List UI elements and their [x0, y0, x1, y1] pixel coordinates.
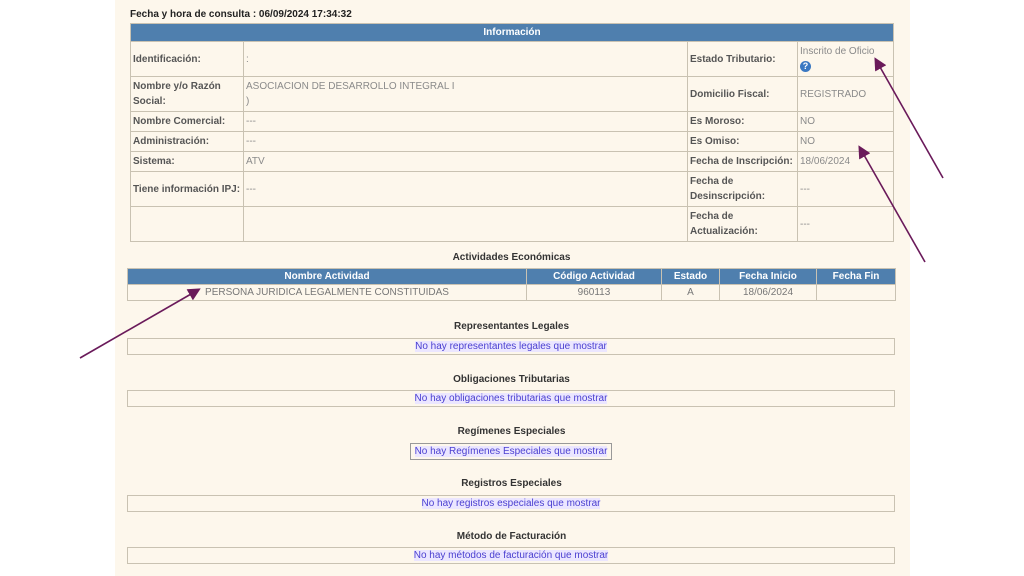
cell-codigo-actividad: 960113	[527, 285, 662, 301]
section-title-actividades: Actividades Económicas	[452, 252, 571, 263]
value-nombre-comercial: ---	[244, 112, 688, 132]
info-header: Información	[131, 24, 894, 42]
label-razon-social: Nombre y/o Razón Social:	[131, 77, 244, 112]
regimenes-empty-text: No hay Regímenes Especiales que mostrar	[414, 446, 608, 457]
value-administracion: ---	[244, 132, 688, 152]
section-title-facturacion: Método de Facturación	[456, 531, 567, 542]
section-title-representantes: Representantes Legales	[453, 321, 570, 332]
value-fecha-desinscripcion: ---	[798, 172, 894, 207]
label-es-moroso: Es Moroso:	[688, 112, 798, 132]
col-codigo-actividad: Código Actividad	[527, 269, 662, 285]
col-nombre-actividad: Nombre Actividad	[128, 269, 527, 285]
cell-nombre-actividad: PERSONA JURIDICA LEGALMENTE CONSTITUIDAS	[128, 285, 527, 301]
value-fecha-inscripcion: 18/06/2024	[798, 152, 894, 172]
section-title-registros: Registros Especiales	[461, 478, 562, 489]
value-es-moroso: NO	[798, 112, 894, 132]
arrow-fecha-inscripcion	[860, 148, 925, 262]
section-title-obligaciones: Obligaciones Tributarias	[453, 374, 570, 385]
cell-estado: A	[662, 285, 720, 301]
label-administracion: Administración:	[131, 132, 244, 152]
question-icon[interactable]: ?	[800, 61, 811, 72]
arrow-actividad	[80, 290, 198, 358]
representantes-empty-text: No hay representantes legales que mostrar	[415, 341, 607, 352]
obligaciones-empty-text: No hay obligaciones tributarias que mostrar	[414, 393, 608, 404]
value-es-omiso: NO	[798, 132, 894, 152]
estado-tributario-text: Inscrito de Oficio	[800, 46, 875, 57]
label-fecha-actualizacion: Fecha de Actualización:	[688, 207, 798, 242]
label-info-ipj: Tiene información IPJ:	[131, 172, 244, 207]
label-nombre-comercial: Nombre Comercial:	[131, 112, 244, 132]
value-info-ipj: ---	[244, 172, 688, 207]
razon-social-text-2: )	[246, 96, 250, 107]
value-identificacion: :	[244, 42, 688, 77]
col-estado: Estado	[662, 269, 720, 285]
value-domicilio-fiscal: REGISTRADO	[798, 77, 894, 112]
value-fecha-actualizacion: ---	[798, 207, 894, 242]
value-sistema: ATV	[244, 152, 688, 172]
label-fecha-desinscripcion: Fecha de Desinscripción:	[688, 172, 798, 207]
section-title-regimenes: Regímenes Especiales	[457, 426, 566, 437]
col-fecha-inicio: Fecha Inicio	[720, 269, 817, 285]
col-fecha-fin: Fecha Fin	[817, 269, 896, 285]
consult-timestamp: Fecha y hora de consulta : 06/09/2024 17:34:32	[130, 9, 352, 20]
facturacion-empty-text: No hay métodos de facturación que mostrar	[413, 550, 609, 561]
label-domicilio-fiscal: Domicilio Fiscal:	[688, 77, 798, 112]
label-identificacion: Identificación:	[131, 42, 244, 77]
cell-fecha-inicio: 18/06/2024	[720, 285, 817, 301]
label-fecha-inscripcion: Fecha de Inscripción:	[688, 152, 798, 172]
label-estado-tributario: Estado Tributario:	[688, 42, 798, 77]
registros-empty-text: No hay registros especiales que mostrar	[421, 498, 601, 509]
arrow-estado-tributario	[876, 60, 943, 178]
label-sistema: Sistema:	[131, 152, 244, 172]
label-es-omiso: Es Omiso:	[688, 132, 798, 152]
razon-social-text: ASOCIACION DE DESARROLLO INTEGRAL I	[246, 81, 455, 92]
